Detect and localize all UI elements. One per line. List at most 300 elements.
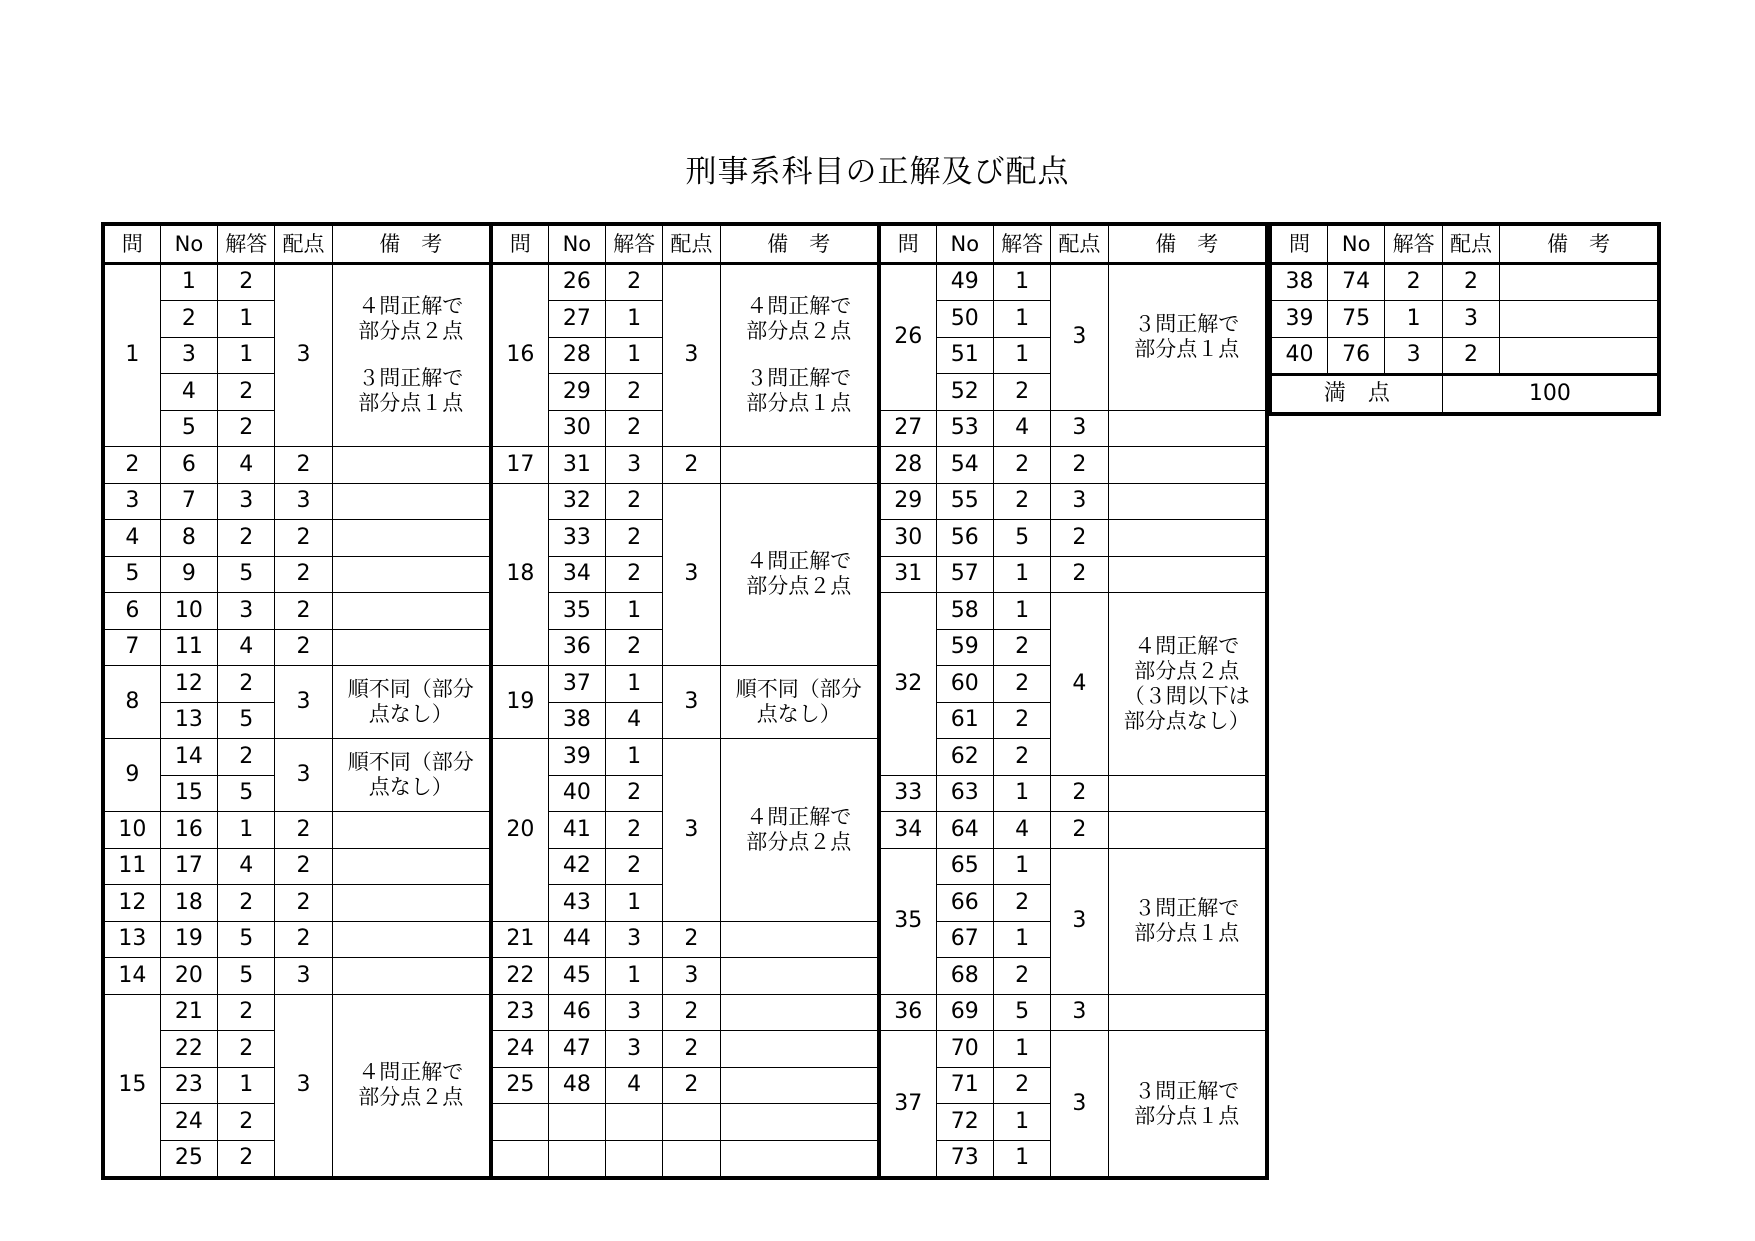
remarks-cell bbox=[720, 994, 879, 1031]
answer-value: 5 bbox=[218, 921, 275, 958]
item-number: 58 bbox=[936, 593, 993, 630]
answer-value: 5 bbox=[218, 958, 275, 995]
question-number: 11 bbox=[103, 848, 160, 885]
item-number: 12 bbox=[160, 666, 217, 703]
question-number: 17 bbox=[491, 447, 548, 484]
answer-value: 2 bbox=[1385, 263, 1442, 301]
points-value: 2 bbox=[275, 812, 332, 849]
answer-value: 1 bbox=[993, 263, 1050, 301]
points-value: 2 bbox=[1051, 812, 1108, 849]
points-value: 2 bbox=[275, 593, 332, 630]
item-number: 32 bbox=[548, 483, 605, 520]
item-number: 35 bbox=[548, 593, 605, 630]
answer-value: 2 bbox=[218, 410, 275, 447]
answer-value: 1 bbox=[218, 337, 275, 374]
points-value: 2 bbox=[663, 994, 720, 1031]
question-number: 18 bbox=[491, 483, 548, 666]
item-number: 68 bbox=[936, 958, 993, 995]
question-number bbox=[491, 1140, 548, 1178]
answer-value: 3 bbox=[606, 447, 663, 484]
remarks-cell bbox=[720, 1067, 879, 1104]
answer-value: 1 bbox=[606, 666, 663, 703]
remarks-text: ３問正解で 部分点１点 bbox=[746, 366, 852, 416]
answer-value: 3 bbox=[606, 1031, 663, 1068]
points-value: 2 bbox=[275, 520, 332, 557]
question-number: 3 bbox=[103, 483, 160, 520]
points-value: 2 bbox=[275, 885, 332, 922]
points-value: 3 bbox=[663, 666, 720, 739]
answer-value: 1 bbox=[993, 337, 1050, 374]
header-no: No bbox=[1327, 224, 1384, 263]
remarks-cell bbox=[720, 921, 879, 958]
item-number: 13 bbox=[160, 702, 217, 739]
header-answer: 解答 bbox=[606, 224, 663, 263]
answer-value: 1 bbox=[993, 556, 1050, 593]
header-row bbox=[1270, 224, 1659, 263]
question-number: 31 bbox=[879, 556, 936, 593]
answer-value: 4 bbox=[606, 1067, 663, 1104]
question-number: 21 bbox=[491, 921, 548, 958]
remarks-cell bbox=[332, 994, 491, 1178]
answer-value: 3 bbox=[218, 483, 275, 520]
table-row bbox=[103, 447, 1267, 484]
answer-value: 2 bbox=[993, 629, 1050, 666]
item-number: 63 bbox=[936, 775, 993, 812]
item-number: 30 bbox=[548, 410, 605, 447]
item-number: 26 bbox=[548, 263, 605, 301]
item-number: 71 bbox=[936, 1067, 993, 1104]
question-number: 20 bbox=[491, 739, 548, 922]
remarks-cell bbox=[1108, 483, 1267, 520]
remarks-cell bbox=[720, 958, 879, 995]
item-number: 28 bbox=[548, 337, 605, 374]
question-number: 2 bbox=[103, 447, 160, 484]
answer-table-extra bbox=[1268, 222, 1661, 416]
answer-value bbox=[606, 1104, 663, 1141]
points-value: 3 bbox=[1051, 263, 1108, 410]
question-number: 39 bbox=[1270, 301, 1327, 338]
item-number: 1 bbox=[160, 263, 217, 301]
points-value: 3 bbox=[1051, 483, 1108, 520]
table-row bbox=[1270, 301, 1659, 338]
item-number: 66 bbox=[936, 885, 993, 922]
question-number: 9 bbox=[103, 739, 160, 812]
item-number: 22 bbox=[160, 1031, 217, 1068]
header-notes: 備 考 bbox=[1500, 224, 1659, 263]
points-value: 3 bbox=[275, 263, 332, 447]
points-value: 3 bbox=[663, 958, 720, 995]
question-number: 7 bbox=[103, 629, 160, 666]
total-label: 満 点 bbox=[1270, 375, 1442, 414]
question-number: 27 bbox=[879, 410, 936, 447]
points-value: 4 bbox=[1051, 593, 1108, 776]
points-value: 2 bbox=[275, 447, 332, 484]
question-number bbox=[491, 1104, 548, 1141]
question-number: 6 bbox=[103, 593, 160, 630]
remarks-cell bbox=[332, 447, 491, 484]
header-answer: 解答 bbox=[218, 224, 275, 263]
points-value: 3 bbox=[1051, 848, 1108, 994]
item-number: 20 bbox=[160, 958, 217, 995]
answer-value: 1 bbox=[606, 301, 663, 338]
answer-value: 3 bbox=[218, 593, 275, 630]
item-number: 11 bbox=[160, 629, 217, 666]
remarks-text: ４問正解で 部分点２点 bbox=[746, 294, 852, 344]
remarks-cell bbox=[720, 1104, 879, 1141]
remarks-text: ４問正解で 部分点２点 bbox=[358, 1060, 464, 1110]
item-number: 73 bbox=[936, 1140, 993, 1178]
answer-value: 2 bbox=[606, 556, 663, 593]
item-number: 25 bbox=[160, 1140, 217, 1178]
question-number: 23 bbox=[491, 994, 548, 1031]
answer-value: 2 bbox=[993, 739, 1050, 776]
answer-value: 1 bbox=[218, 812, 275, 849]
question-number: 8 bbox=[103, 666, 160, 739]
remarks-cell bbox=[332, 629, 491, 666]
answer-value: 1 bbox=[218, 1067, 275, 1104]
item-number: 18 bbox=[160, 885, 217, 922]
item-number: 9 bbox=[160, 556, 217, 593]
answer-value: 4 bbox=[218, 629, 275, 666]
question-number: 36 bbox=[879, 994, 936, 1031]
item-number: 6 bbox=[160, 447, 217, 484]
question-number: 30 bbox=[879, 520, 936, 557]
answer-value: 1 bbox=[606, 593, 663, 630]
remarks-cell bbox=[1500, 337, 1659, 375]
remarks-cell bbox=[332, 958, 491, 995]
points-value: 2 bbox=[1442, 337, 1499, 375]
answer-value: 1 bbox=[606, 337, 663, 374]
item-number bbox=[548, 1140, 605, 1178]
remarks-cell bbox=[720, 1140, 879, 1178]
remarks-cell bbox=[720, 263, 879, 447]
item-number: 69 bbox=[936, 994, 993, 1031]
table-row bbox=[103, 994, 1267, 1031]
question-number: 35 bbox=[879, 848, 936, 994]
item-number: 39 bbox=[548, 739, 605, 776]
remarks-cell bbox=[332, 921, 491, 958]
question-number: 5 bbox=[103, 556, 160, 593]
answer-value: 2 bbox=[606, 374, 663, 411]
points-value: 2 bbox=[663, 921, 720, 958]
header-no: No bbox=[548, 224, 605, 263]
item-number: 14 bbox=[160, 739, 217, 776]
question-number: 12 bbox=[103, 885, 160, 922]
answer-value: 1 bbox=[606, 958, 663, 995]
remarks-cell bbox=[720, 1031, 879, 1068]
header-question: 問 bbox=[103, 224, 160, 263]
item-number: 33 bbox=[548, 520, 605, 557]
item-number: 16 bbox=[160, 812, 217, 849]
remarks-cell bbox=[332, 739, 491, 812]
item-number: 62 bbox=[936, 739, 993, 776]
question-number: 37 bbox=[879, 1031, 936, 1179]
item-number: 15 bbox=[160, 775, 217, 812]
points-value: 2 bbox=[1442, 263, 1499, 301]
answer-value bbox=[606, 1140, 663, 1178]
remarks-text: ４問正解で 部分点２点 （３問以下は 部分点なし） bbox=[1123, 633, 1250, 733]
answer-value: 2 bbox=[606, 775, 663, 812]
item-number: 31 bbox=[548, 447, 605, 484]
header-answer: 解答 bbox=[1385, 224, 1442, 263]
item-number: 21 bbox=[160, 994, 217, 1031]
item-number: 50 bbox=[936, 301, 993, 338]
item-number: 45 bbox=[548, 958, 605, 995]
answer-value: 5 bbox=[218, 702, 275, 739]
points-value: 3 bbox=[1051, 994, 1108, 1031]
points-value: 2 bbox=[1051, 556, 1108, 593]
question-number: 32 bbox=[879, 593, 936, 776]
table-row bbox=[103, 483, 1267, 520]
total-row bbox=[1270, 375, 1659, 414]
answer-value: 4 bbox=[606, 702, 663, 739]
points-value: 3 bbox=[275, 958, 332, 995]
answer-value: 2 bbox=[218, 885, 275, 922]
remarks-cell bbox=[332, 263, 491, 447]
item-number: 41 bbox=[548, 812, 605, 849]
points-value bbox=[663, 1140, 720, 1178]
answer-value: 4 bbox=[218, 447, 275, 484]
question-number: 40 bbox=[1270, 337, 1327, 375]
remarks-cell bbox=[720, 739, 879, 922]
question-number: 10 bbox=[103, 812, 160, 849]
remarks-text: ３問正解で 部分点１点 bbox=[358, 366, 464, 416]
remarks-text: 順不同（部分 点なし） bbox=[347, 750, 474, 799]
points-value: 3 bbox=[275, 994, 332, 1178]
remarks-cell bbox=[332, 593, 491, 630]
answer-value: 2 bbox=[606, 520, 663, 557]
remarks-cell bbox=[1108, 410, 1267, 447]
remarks-cell bbox=[1108, 848, 1267, 994]
item-number bbox=[548, 1104, 605, 1141]
header-question: 問 bbox=[491, 224, 548, 263]
answer-value: 3 bbox=[1385, 337, 1442, 375]
item-number: 42 bbox=[548, 848, 605, 885]
answer-value: 1 bbox=[993, 301, 1050, 338]
header-points: 配点 bbox=[1442, 224, 1499, 263]
question-number: 16 bbox=[491, 263, 548, 447]
remarks-cell bbox=[1500, 263, 1659, 301]
item-number: 46 bbox=[548, 994, 605, 1031]
table-row bbox=[1270, 263, 1659, 301]
table-row bbox=[103, 263, 1267, 301]
question-number: 29 bbox=[879, 483, 936, 520]
header-notes: 備 考 bbox=[332, 224, 491, 263]
header-notes: 備 考 bbox=[720, 224, 879, 263]
answer-value: 5 bbox=[993, 994, 1050, 1031]
question-number: 4 bbox=[103, 520, 160, 557]
remarks-cell bbox=[332, 556, 491, 593]
header-points: 配点 bbox=[663, 224, 720, 263]
total-value: 100 bbox=[1442, 375, 1659, 414]
remarks-text: 順不同（部分 点なし） bbox=[347, 677, 474, 726]
points-value: 2 bbox=[275, 629, 332, 666]
item-number: 4 bbox=[160, 374, 217, 411]
answer-value: 3 bbox=[606, 994, 663, 1031]
remarks-text: ４問正解で 部分点２点 bbox=[358, 294, 464, 344]
question-number: 26 bbox=[879, 263, 936, 410]
remarks-cell bbox=[1108, 775, 1267, 812]
item-number: 53 bbox=[936, 410, 993, 447]
item-number: 72 bbox=[936, 1104, 993, 1141]
answer-value: 4 bbox=[218, 848, 275, 885]
answer-value: 2 bbox=[606, 629, 663, 666]
item-number: 8 bbox=[160, 520, 217, 557]
answer-value: 1 bbox=[606, 739, 663, 776]
header-points: 配点 bbox=[275, 224, 332, 263]
item-number: 7 bbox=[160, 483, 217, 520]
remarks-cell bbox=[720, 666, 879, 739]
remarks-text: ４問正解で 部分点２点 bbox=[746, 549, 852, 599]
header-points: 配点 bbox=[1051, 224, 1108, 263]
item-number: 40 bbox=[548, 775, 605, 812]
answer-value: 1 bbox=[993, 1104, 1050, 1141]
points-value: 3 bbox=[1051, 410, 1108, 447]
header-notes: 備 考 bbox=[1108, 224, 1267, 263]
item-number: 70 bbox=[936, 1031, 993, 1068]
question-number: 22 bbox=[491, 958, 548, 995]
answer-value: 5 bbox=[218, 556, 275, 593]
remarks-cell bbox=[332, 848, 491, 885]
item-number: 5 bbox=[160, 410, 217, 447]
item-number: 56 bbox=[936, 520, 993, 557]
question-number: 25 bbox=[491, 1067, 548, 1104]
answer-value: 2 bbox=[993, 1067, 1050, 1104]
item-number: 59 bbox=[936, 629, 993, 666]
points-value: 3 bbox=[663, 739, 720, 922]
points-value: 3 bbox=[663, 483, 720, 666]
points-value bbox=[663, 1104, 720, 1141]
answer-value: 3 bbox=[606, 921, 663, 958]
item-number: 19 bbox=[160, 921, 217, 958]
item-number: 2 bbox=[160, 301, 217, 338]
answer-value: 2 bbox=[218, 739, 275, 776]
item-number: 49 bbox=[936, 263, 993, 301]
item-number: 34 bbox=[548, 556, 605, 593]
question-number: 15 bbox=[103, 994, 160, 1178]
answer-value: 1 bbox=[993, 1031, 1050, 1068]
answer-value: 1 bbox=[993, 848, 1050, 885]
answer-value: 1 bbox=[993, 775, 1050, 812]
answer-value: 2 bbox=[606, 483, 663, 520]
answer-value: 2 bbox=[218, 994, 275, 1031]
question-number: 14 bbox=[103, 958, 160, 995]
item-number: 64 bbox=[936, 812, 993, 849]
question-number: 24 bbox=[491, 1031, 548, 1068]
answer-value: 2 bbox=[993, 666, 1050, 703]
item-number: 55 bbox=[936, 483, 993, 520]
item-number: 65 bbox=[936, 848, 993, 885]
remarks-cell bbox=[1108, 263, 1267, 410]
answer-value: 2 bbox=[606, 848, 663, 885]
question-number: 38 bbox=[1270, 263, 1327, 301]
points-value: 2 bbox=[1051, 775, 1108, 812]
points-value: 3 bbox=[275, 483, 332, 520]
item-number: 51 bbox=[936, 337, 993, 374]
remarks-cell bbox=[720, 447, 879, 484]
remarks-cell bbox=[1108, 556, 1267, 593]
remarks-cell bbox=[1108, 520, 1267, 557]
remarks-text: ３問正解で 部分点１点 bbox=[1134, 1078, 1240, 1128]
item-number: 52 bbox=[936, 374, 993, 411]
item-number: 3 bbox=[160, 337, 217, 374]
item-number: 23 bbox=[160, 1067, 217, 1104]
remarks-cell bbox=[332, 812, 491, 849]
item-number: 38 bbox=[548, 702, 605, 739]
points-value: 2 bbox=[275, 848, 332, 885]
answer-value: 1 bbox=[1385, 301, 1442, 338]
answer-value: 1 bbox=[993, 921, 1050, 958]
points-value: 2 bbox=[275, 921, 332, 958]
remarks-cell bbox=[332, 666, 491, 739]
item-number: 29 bbox=[548, 374, 605, 411]
remarks-cell bbox=[332, 483, 491, 520]
remarks-cell bbox=[1108, 447, 1267, 484]
item-number: 67 bbox=[936, 921, 993, 958]
answer-value: 2 bbox=[993, 447, 1050, 484]
item-number: 74 bbox=[1327, 263, 1384, 301]
item-number: 37 bbox=[548, 666, 605, 703]
item-number: 60 bbox=[936, 666, 993, 703]
answer-value: 4 bbox=[993, 410, 1050, 447]
remarks-text: 順不同（部分 点なし） bbox=[735, 677, 862, 726]
remarks-cell bbox=[332, 520, 491, 557]
question-number: 1 bbox=[103, 263, 160, 447]
answer-value: 2 bbox=[993, 374, 1050, 411]
answer-value: 5 bbox=[993, 520, 1050, 557]
points-value: 3 bbox=[1442, 301, 1499, 338]
item-number: 47 bbox=[548, 1031, 605, 1068]
remarks-cell bbox=[1108, 812, 1267, 849]
answer-value: 2 bbox=[218, 374, 275, 411]
item-number: 76 bbox=[1327, 337, 1384, 375]
answer-value: 4 bbox=[993, 812, 1050, 849]
item-number: 61 bbox=[936, 702, 993, 739]
item-number: 36 bbox=[548, 629, 605, 666]
header-no: No bbox=[160, 224, 217, 263]
points-value: 3 bbox=[275, 739, 332, 812]
points-value: 3 bbox=[275, 666, 332, 739]
points-value: 2 bbox=[663, 1031, 720, 1068]
remarks-text: ４問正解で 部分点２点 bbox=[746, 804, 852, 854]
answer-value: 5 bbox=[218, 775, 275, 812]
question-number: 13 bbox=[103, 921, 160, 958]
item-number: 27 bbox=[548, 301, 605, 338]
remarks-cell bbox=[1108, 994, 1267, 1031]
points-value: 3 bbox=[663, 263, 720, 447]
remarks-cell bbox=[1108, 1031, 1267, 1179]
points-value: 3 bbox=[1051, 1031, 1108, 1179]
answer-value: 2 bbox=[993, 483, 1050, 520]
page-title: 刑事系科目の正解及び配点 bbox=[685, 154, 1070, 190]
points-value: 2 bbox=[1051, 520, 1108, 557]
answer-value: 2 bbox=[606, 263, 663, 301]
answer-value: 2 bbox=[606, 812, 663, 849]
remarks-cell bbox=[1500, 301, 1659, 338]
table-row bbox=[1270, 337, 1659, 375]
header-question: 問 bbox=[879, 224, 936, 263]
answer-value: 2 bbox=[993, 702, 1050, 739]
answer-table bbox=[101, 222, 1269, 1180]
answer-value: 2 bbox=[218, 1104, 275, 1141]
question-number: 28 bbox=[879, 447, 936, 484]
header-question: 問 bbox=[1270, 224, 1327, 263]
answer-value: 2 bbox=[218, 520, 275, 557]
header-no: No bbox=[936, 224, 993, 263]
answer-value: 1 bbox=[993, 593, 1050, 630]
item-number: 43 bbox=[548, 885, 605, 922]
remarks-text: ３問正解で 部分点１点 bbox=[1134, 312, 1240, 361]
